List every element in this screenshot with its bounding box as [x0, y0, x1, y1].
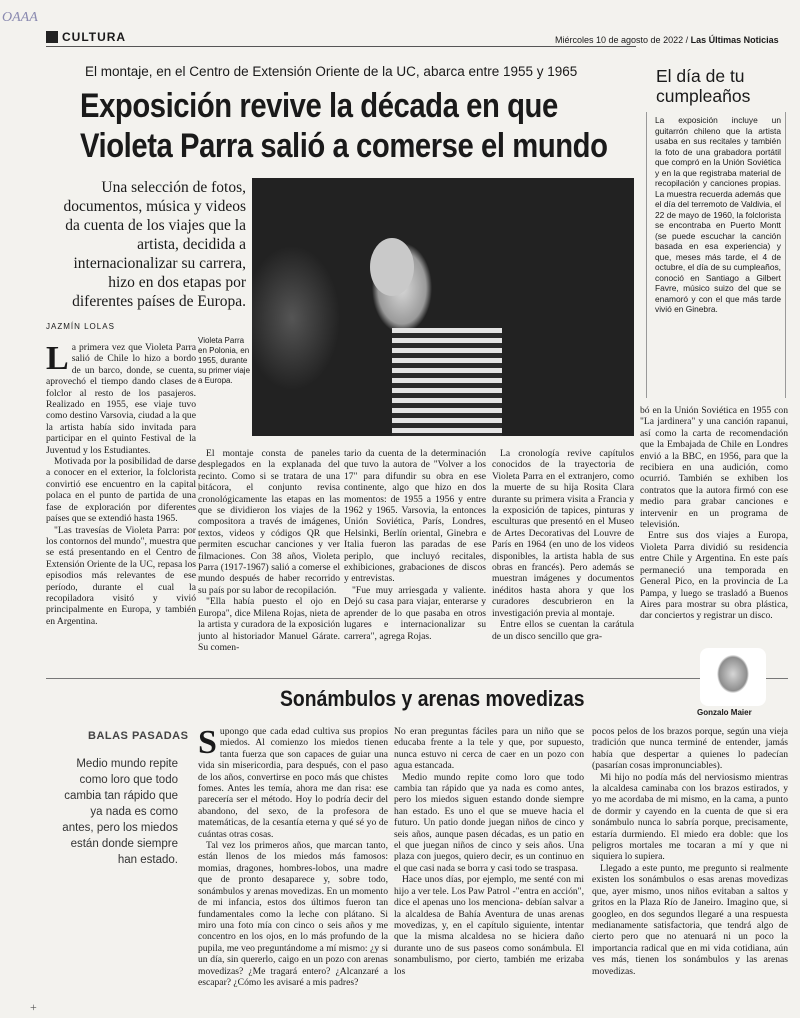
dateline: [555, 35, 779, 45]
dropcap: S: [198, 726, 217, 761]
paragraph: "Fue muy arriesgada y valiente. Dejó su casa para viajar, enterarse y aprender de lo que pasaba en otros lugares e internacionalizar su carrera", agrega Rojas.: [344, 584, 486, 642]
paragraph: El montaje consta de paneles desplegados en la explanada del recinto. Como si se tratara de una bitácora, el conjunto revisa cronológicamente las etapas en las que se dividieron los viajes de la compositora a través de imágenes, textos, videos y códigos QR que permiten escuchar canciones y ver filmaciones. Con 38 años, Violeta Parra (1917-1967) salió a comerse el mundo después de haber recorrido su país por su labor de recopilación.: [198, 448, 340, 596]
paragraph: Motivada por la posibilidad de darse a conocer en el exterior, la folclorista convirtió ese encuentro en la capital polaca en el punto de partida de una fase de exploración por diferentes países que se extendió hasta 1965.: [46, 456, 196, 525]
article-column-1: [46, 342, 196, 672]
section-name: CULTURA: [62, 30, 127, 44]
paragraph: upongo que cada edad cultiva sus propios miedos. Al comienzo los miedos tienen tanta fuerza que son capaces de guiar una vida sin misericordia, para después, con el paso de los años, convertirse en poco más que chistes fomes. Antes les temía, ahora me dan risa: ese parecería ser el método. Hoy lo podría decir del abandono, del sexo, de la profesora de matemáticas, de la cesantía eterna y qué sé yo de cuántas otras cosas.: [198, 726, 388, 840]
article-column-5: [640, 405, 788, 675]
paragraph: a primera vez que Violeta Parra salió de Chile lo hizo a bordo de un barco, donde, se cuenta, aprovechó el tiempo dando clases de folclor al resto de los pasajeros. Realizado en 1955, ese viaje tuvo como destino Varsovia, ciudad a la que la artista había sido invitada para participar en el quinto Festival de la Juventud y los Estudiantes.: [46, 342, 196, 456]
paragraph: pocos pelos de los brazos porque, según una vieja tradición que nunca terminé de entender, jamás había que despertar a quienes lo padecían (pasarían cosas impronunciables).: [592, 726, 788, 772]
paragraph: No eran preguntas fáciles para un niño que se educaba frente a la tele y que, por supuesto, nunca estuvo ni cerca de caer en un pozo con agua estancada.: [394, 726, 584, 772]
paragraph: "Ella había puesto el ojo en Europa", dice Milena Rojas, nieta de la artista y curadora de la exposición junto al historiador Manuel Gárate. Su comen-: [198, 596, 340, 653]
paragraph: Llegado a este punto, me pregunto si realmente existen los sonámbulos o esas arenas movedizas que, ayer mismo, unos niños evitaban a saltos y gritos en la Plaza Río de Janeiro. Imagino que, si googleo, en dos segundos llegaré a una respuesta medianamente satisfactoria, que tendrá algo de cierto pero que no atenuará ni un poco la importancia radical que en mi vida cotidiana, aún ves más, tienen los sonámbulos y las arenas movedizas.: [592, 862, 788, 977]
article-headline: [80, 86, 608, 166]
section-label: [46, 30, 126, 44]
paragraph: Medio mundo repite como loro que todo cambia tan rápido que ya nada es como antes, pero los miedos siguen estando donde siempre han estado. Es uno el que se mueve hacia el futuro. Un patio donde juegan niños de cinco y seis años, aunque pasen décadas, es un patio en el que juegan niños de cinco y seis años. Una plaza con juegos, quiero decir, es un continuo en el que casi nada se borra y casi todo se traspasa.: [394, 771, 584, 874]
headline-line-2: Violeta Parra salió a comerse el mundo: [80, 127, 608, 165]
column-text-3: [592, 726, 788, 1016]
registration-mark: +: [30, 1000, 37, 1014]
sidebar-text: La exposición incluye un guitarrón chileno que la artista usaba en sus recitales y también la foto de una grabadora portátil que compró en la Unión Soviética y en la que registraba material de recopilación y canciones propias. La muestra recuerda además que el día del terremoto de Valdivia, el 22 de mayo de 1960, la folclorista se encontraba en Puerto Montt (se puede escuchar la canción basada en esa experiencia) y que, meses más tarde, el 4 de octubre, el día de su cumpleaños, conoció en Santiago a Gilbert Favre, músico suizo del que se enamoró y con el que más tarde vivió en Ginebra.: [655, 115, 782, 314]
column-section-label: BALAS PASADAS: [88, 730, 189, 742]
paragraph: Tal vez los primeros años, que marcan tanto, están llenos de los miedos más famosos: momias, dragones, hombres-lobos, una madre que de pronto desaparece y, sobre todo, sonámbulos y arenas movedizas. En un momento de mi infancia, estos dos últimos fueron tan fundamentales como la leche con plátano. Si miro una foto mía con cinco o seis años y me concentro en los ojos, en lo más profundo de la pupila, me veo preguntándome a mí mismo: ¿y si un día, sin quererlo, caigo en un pozo con arenas movedizas? ¿Me tragará entero? ¿Alcanzaré a escapar? ¿Cómo les avisaré a mis padres?: [198, 840, 388, 988]
article-kicker: El montaje, en el Centro de Extensión Oriente de la UC, abarca entre 1955 y 1965: [85, 64, 578, 79]
sidebar-title: [656, 66, 750, 106]
handwritten-mark: OAAA: [2, 10, 38, 25]
article-column-2: [198, 448, 340, 678]
article-deck: Una selección de fotos, documentos, música y videos da cuenta de los viajes que la artista, decidida a internacionalizar su carrera, hizo en dos etapas por diferentes países de Europa.: [63, 179, 246, 310]
section-divider: [46, 678, 788, 679]
photo-caption: Violeta Parra en Polonia, en 1955, durante su primer viaje a Europa.: [198, 336, 251, 385]
paragraph: tario da cuenta de la determinación que tuvo la autora de "Volver a los 17" para difundir su obra en ese continente, algo que hizo en dos momentos: de 1955 a 1956 y entre 1962 y 1965. Varsovia, la entonces Unión Soviética, París, Londres, Helsinki, Berlín oriental, Ginebra e Italia fueron las paradas de ese periplo, que incluyó recitales, exhibiciones, grabaciones de discos y entrevistas.: [344, 448, 486, 585]
date-text: Miércoles 10 de agosto de 2022 /: [555, 35, 691, 45]
column-text-2: [394, 726, 584, 1016]
paragraph: Entre ellos se cuentan la carátula de un disco sencillo que gra-: [492, 619, 634, 642]
sidebar-title-line-2: cumpleaños: [656, 86, 751, 106]
author-name: Gonzalo Maier: [697, 708, 752, 717]
sidebar-title-line-1: El día de tu: [656, 66, 745, 86]
column-headline: Sonámbulos y arenas movedizas: [280, 686, 585, 711]
column-text-1: [198, 726, 388, 1016]
paragraph: Entre sus dos viajes a Europa, Violeta Parra dividió su residencia entre Chile y Argentina. En este país permaneció una temporada en General Pico, en la provincia de La Pampa, y luego se trasladó a Buenos Aires para mostrar su obra plástica, dar conciertos y registrar un disco.: [640, 530, 788, 622]
paper-name: Las Últimas Noticias: [690, 35, 779, 45]
paragraph: bó en la Unión Soviética en 1955 con "La jardinera" y una canción rapanui, así como la carta de recomendación que la Embajada de Chile en Londres envió a la BBC, en 1956, para que la recibiera en una audición, como ocurrió. También se exhiben los contratos que la autora firmó con ese medio para grabar canciones e intervenir en un programa de televisión.: [640, 405, 788, 531]
article-column-3: [344, 448, 486, 678]
article-column-4: [492, 448, 634, 678]
author-portrait: [700, 648, 766, 706]
paragraph: Hace unos días, por ejemplo, me senté con mi hijo a ver tele. Los Paw Patrol -"entra en acción", dice el apenas uno los menciona- debían salvar a la alcaldesa de Bahía Aventura de unas arenas movedizas, y, en el capítulo siguiente, intentar que la misma alcaldesa no se hiciera daño durante uno de sus paseos como sonámbula. El sonambulismo, por cierto, también me erizaba los: [394, 874, 584, 977]
top-rule: [46, 46, 636, 47]
paragraph: Mi hijo no podía más del nerviosismo mientras la alcaldesa caminaba con los brazos estirados, y yo me acordaba de mi mismo, en la cama, a punto de dormir y cayendo en la cuenta de que si era sonámbulo nunca lo sabría porque, precisamente, estaría durmiendo. El miedo era doble: que los peligros mortales me tocaran a mí y que ni siquiera lo supiera.: [592, 771, 788, 863]
pull-quote: Medio mundo repite como loro que todo cambia tan rápido que ya nada es como antes, pero los miedos están donde siempre han estado.: [62, 758, 178, 866]
paragraph: La cronología revive capítulos conocidos de la trayectoria de Violeta Parra en el extranjero, como la muerte de su hija Rosita Clara durante su primera visita a Francia y la exposición de tapices, pinturas y esculturas que presentó en el Museo de Artes Decorativas del Louvre de París en 1964 (en uno de los videos disponibles, la artista habla de sus obras en francés). Pero además se muestran imágenes y documentos inéditos hasta ahora y que los curadores descubrieron en la investigación previa al montaje.: [492, 448, 634, 619]
headline-line-1: Exposición revive la década en que: [80, 87, 558, 125]
section-square-icon: [46, 31, 58, 43]
paragraph: "Las travesías de Violeta Parra: por los contornos del mundo", muestra que se está presentando en el Centro de Extensión Oriente de la UC, repasa los episodios más relevantes de ese período, durante el cual la recopiladora visitó y vivió principalmente en Europa, y también en Argentina.: [46, 524, 196, 627]
article-byline: JAZMÍN LOLAS: [46, 322, 115, 331]
dropcap: L: [46, 342, 69, 377]
photo-face: [370, 238, 414, 296]
article-photo: [252, 178, 634, 436]
photo-striped-dress: [392, 328, 502, 436]
